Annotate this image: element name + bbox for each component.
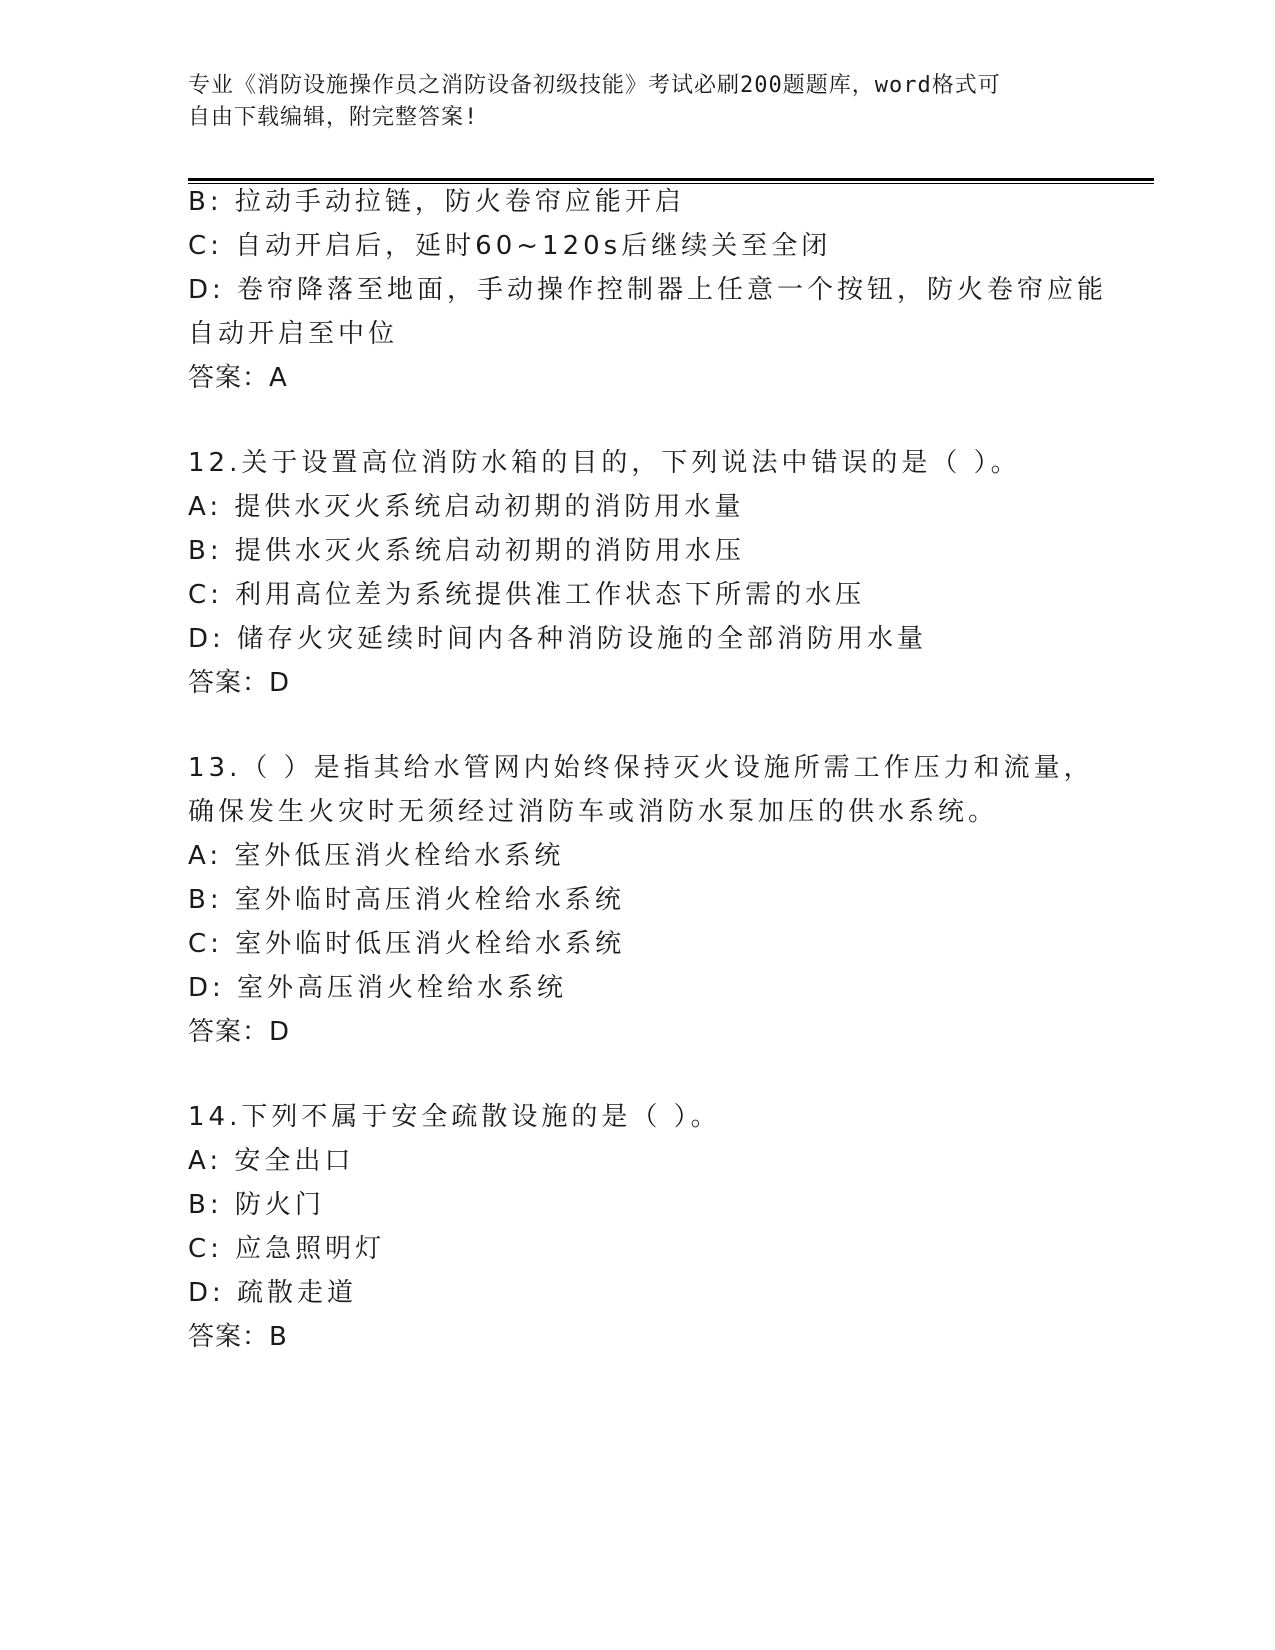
header-line-2: 自由下载编辑，附完整答案! xyxy=(188,105,479,130)
q12-option-d: D: 储存火灾延续时间内各种消防设施的全部消防用水量 xyxy=(188,624,928,654)
q12-option-c: C: 利用高位差为系统提供准工作状态下所需的水压 xyxy=(188,580,866,610)
header-divider-thin xyxy=(188,183,1154,184)
q12-option-b: B: 提供水灭火系统启动初期的消防用水压 xyxy=(188,536,745,566)
header-divider-thick xyxy=(188,178,1154,181)
q13-stem-line-2: 确保发生火灾时无须经过消防车或消防水泵加压的供水系统。 xyxy=(188,797,999,827)
q14-answer: 答案：B xyxy=(188,1322,288,1352)
q14-stem: 14.下列不属于安全疏散设施的是（ ）。 xyxy=(188,1102,721,1132)
q12-stem: 12.关于设置高位消防水箱的目的，下列说法中错误的是（ ）。 xyxy=(188,448,1021,478)
q13-option-d: D: 室外高压消火栓给水系统 xyxy=(188,973,568,1003)
q11-option-d-line-2: 自动开启至中位 xyxy=(188,319,399,349)
document-header xyxy=(188,70,1088,134)
q13-option-b: B: 室外临时高压消火栓给水系统 xyxy=(188,885,625,915)
q14-option-a: A: 安全出口 xyxy=(188,1146,355,1176)
q13-answer: 答案：D xyxy=(188,1017,291,1047)
q11-option-c: C: 自动开启后，延时60~120s后继续关至全闭 xyxy=(188,231,832,261)
q12-answer: 答案：D xyxy=(188,668,291,698)
q13-stem-line-1: 13.（ ）是指其给水管网内始终保持灭火设施所需工作压力和流量， xyxy=(188,753,1094,783)
header-line-1: 专业《消防设施操作员之消防设备初级技能》考试必刷200题题库，word格式可 xyxy=(188,73,1001,98)
q14-option-c: C: 应急照明灯 xyxy=(188,1234,386,1264)
q11-option-b: B: 拉动手动拉链，防火卷帘应能开启 xyxy=(188,187,685,217)
q12-option-a: A: 提供水灭火系统启动初期的消防用水量 xyxy=(188,492,745,522)
q11-answer: 答案：A xyxy=(188,363,288,393)
q14-option-d: D: 疏散走道 xyxy=(188,1278,358,1308)
q14-option-b: B: 防火门 xyxy=(188,1190,325,1220)
q13-option-a: A: 室外低压消火栓给水系统 xyxy=(188,841,565,871)
q13-option-c: C: 室外临时低压消火栓给水系统 xyxy=(188,929,626,959)
q11-option-d-line-1: D: 卷帘降落至地面，手动操作控制器上任意一个按钮，防火卷帘应能 xyxy=(188,275,1108,305)
